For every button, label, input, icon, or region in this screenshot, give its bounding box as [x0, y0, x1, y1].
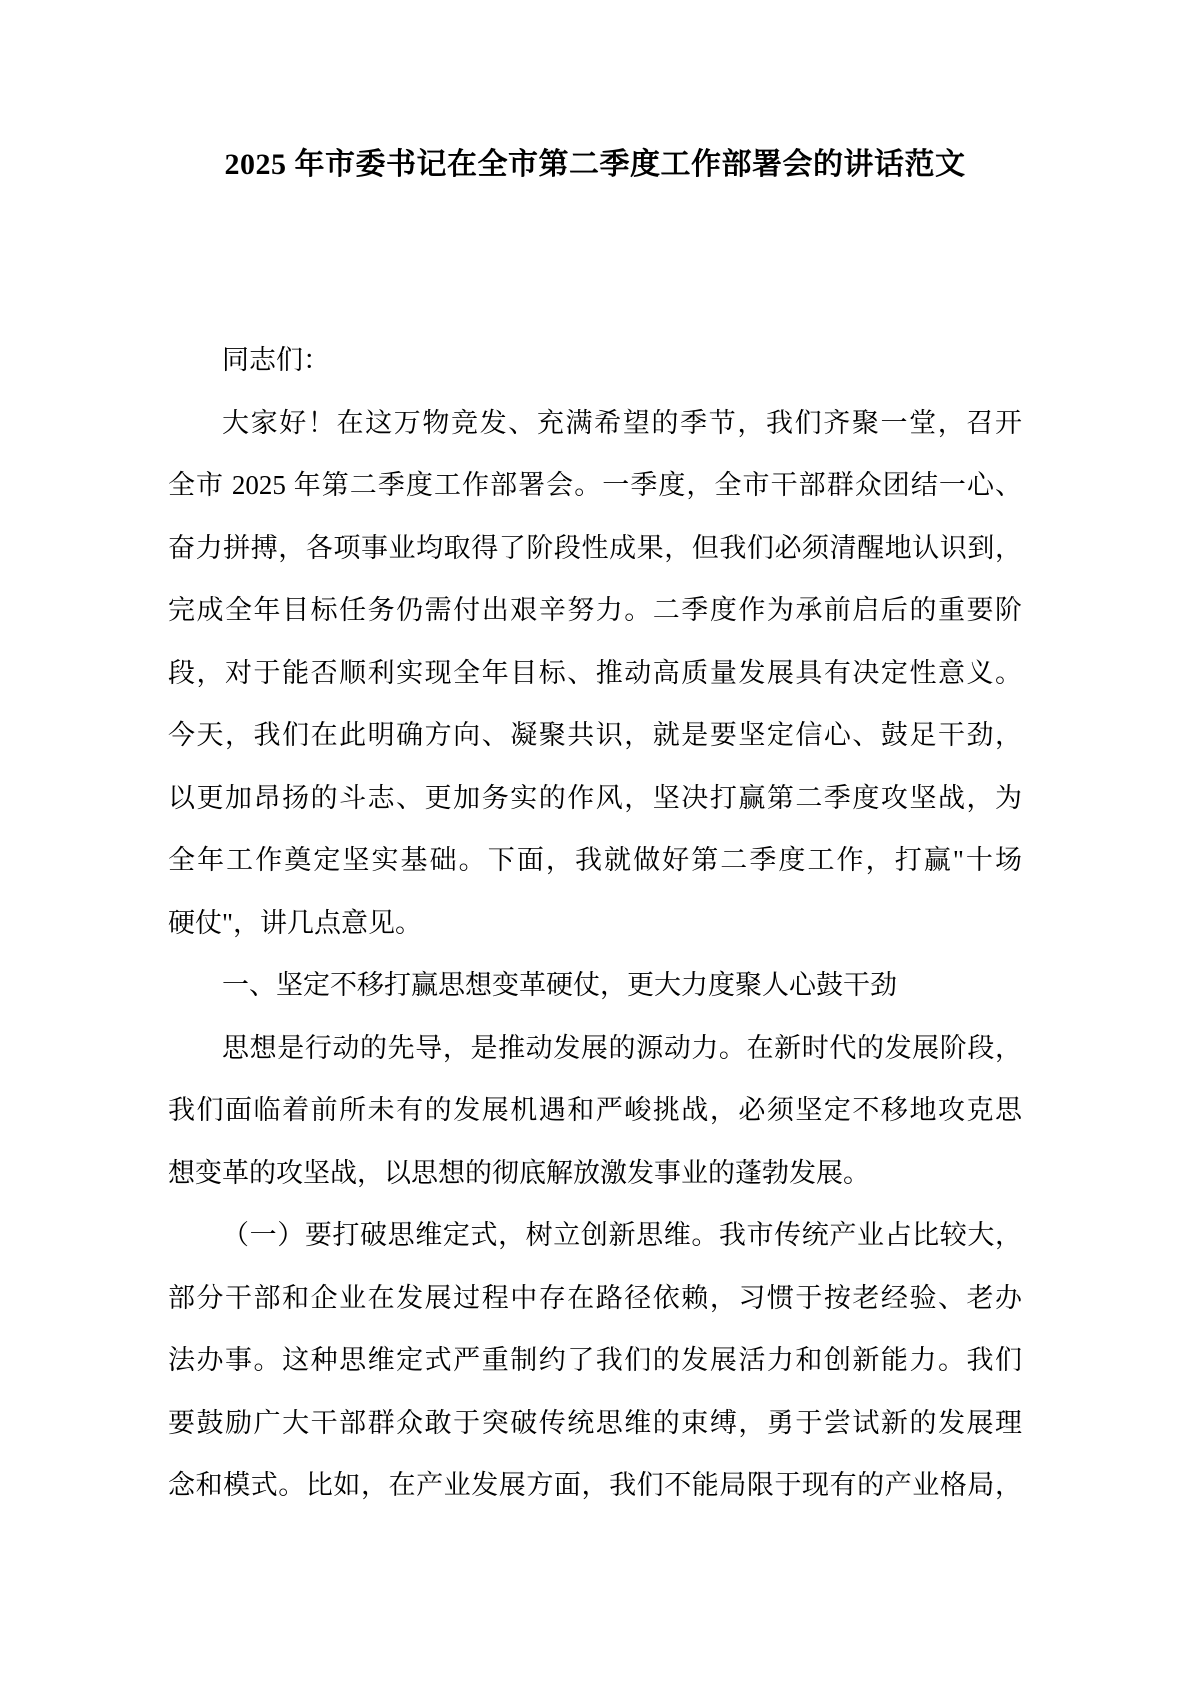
document-line: 段，对于能否顺利实现全年目标、推动高质量发展具有决定性意义。	[168, 657, 1022, 688]
document-line: 今天，我们在此明确方向、凝聚共识，就是要坚定信心、鼓足干劲，	[168, 720, 1022, 750]
document-line: （一）要打破思维定式，树立创新思维。我市传统产业占比较大，	[222, 1220, 1022, 1250]
document-line: 以更加昂扬的斗志、更加务实的作风，坚决打赢第二季度攻坚战，为	[168, 782, 1022, 813]
document-line: 全年工作奠定坚实基础。下面，我就做好第二季度工作，打赢"十场	[168, 845, 1022, 875]
document-line: 部分干部和企业在发展过程中存在路径依赖，习惯于按老经验、老办	[168, 1282, 1022, 1313]
document-line: 完成全年目标任务仍需付出艰辛努力。二季度作为承前启后的重要阶	[168, 595, 1022, 625]
document-line: 念和模式。比如，在产业发展方面，我们不能局限于现有的产业格局，	[168, 1470, 1022, 1500]
document-line: 要鼓励广大干部群众敢于突破传统思维的束缚，勇于尝试新的发展理	[168, 1407, 1022, 1438]
document-line: 法办事。这种思维定式严重制约了我们的发展活力和创新能力。我们	[168, 1345, 1022, 1375]
document-line: 一、坚定不移打赢思想变革硬仗，更大力度聚人心鼓干劲	[222, 970, 897, 1000]
paragraph-body	[168, 1017, 1022, 1205]
document-line: 大家好！在这万物竞发、充满希望的季节，我们齐聚一堂，召开	[222, 407, 1022, 438]
paragraph-body	[168, 1204, 1022, 1517]
document-line: 硬仗"，讲几点意见。	[168, 907, 423, 938]
document-line: 同志们：	[222, 345, 330, 375]
document-line: 思想是行动的先导，是推动发展的源动力。在新时代的发展阶段，	[222, 1032, 1022, 1063]
document-line: 奋力拼搏，各项事业均取得了阶段性成果，但我们必须清醒地认识到，	[168, 532, 1022, 563]
document-title: 2025 年市委书记在全市第二季度工作部署会的讲话范文	[224, 148, 966, 181]
paragraph-body	[168, 392, 1022, 955]
document-body	[168, 329, 1022, 1517]
paragraph-salutation	[168, 329, 1022, 392]
document-line: 我们面临着前所未有的发展机遇和严峻挑战，必须坚定不移地攻克思	[168, 1095, 1022, 1125]
document-line: 全市 2025 年第二季度工作部署会。一季度，全市干部群众团结一心、	[168, 470, 1022, 500]
paragraph-heading	[168, 954, 1022, 1017]
document-line: 想变革的攻坚战，以思想的彻底解放激发事业的蓬勃发展。	[168, 1157, 870, 1188]
